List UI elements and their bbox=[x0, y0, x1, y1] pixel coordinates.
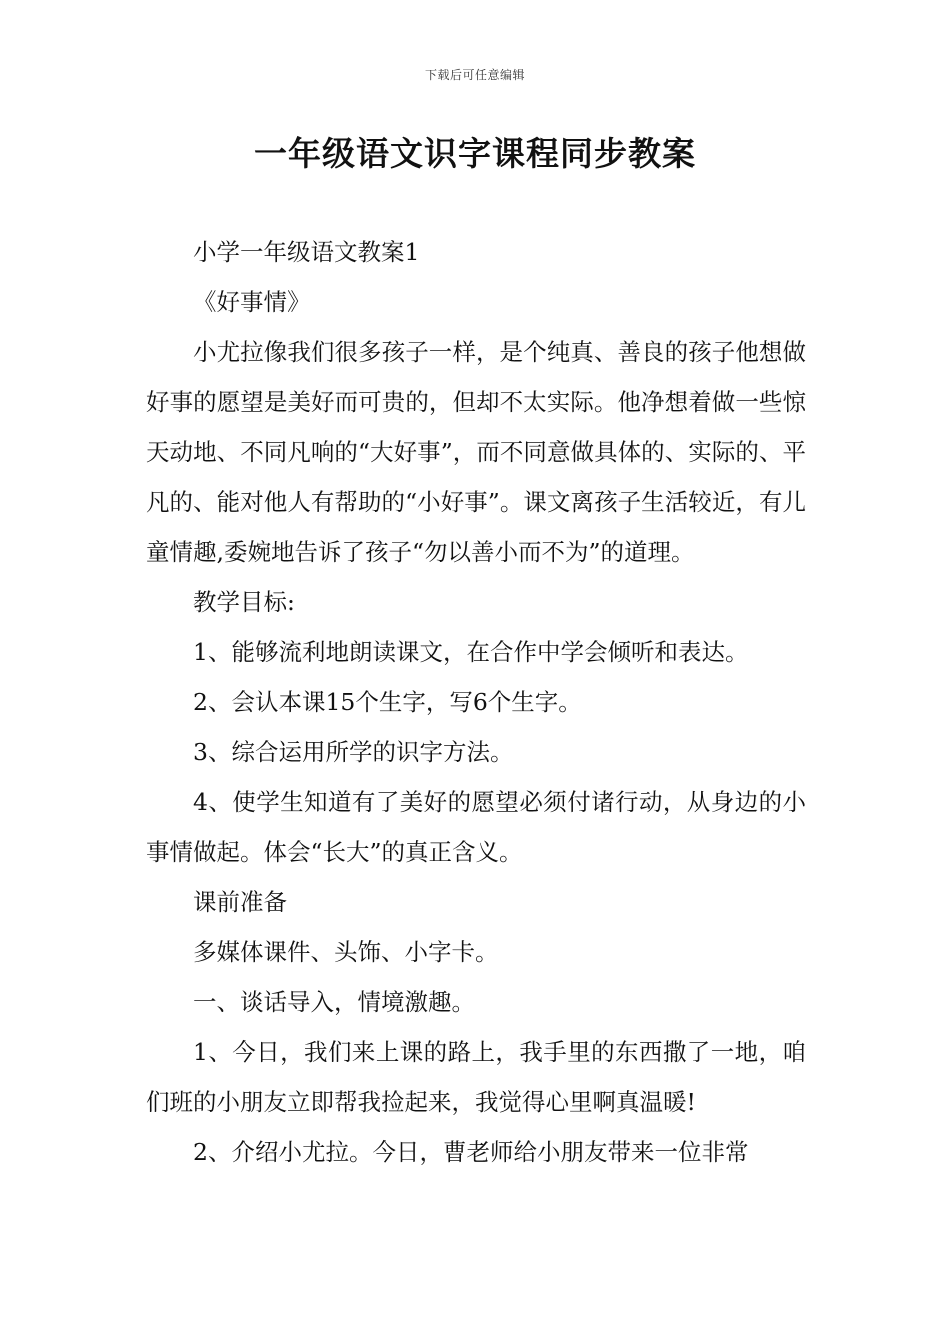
paragraph-lesson-title: 《好事情》 bbox=[193, 288, 311, 316]
paragraph-step-1: 1、今日，我们来上课的路上，我手里的东西撒了一地，咱们班的小朋友立即帮我捡起来，我觉得心里啊真温暖! bbox=[146, 1038, 806, 1116]
paragraph-goal-1: 1、能够流利地朗读课文，在合作中学会倾听和表达。 bbox=[193, 638, 749, 666]
paragraph-prep-heading: 课前准备 bbox=[193, 888, 287, 916]
paragraph-lesson-heading: 小学一年级语文教案1 bbox=[193, 238, 420, 266]
header-note: 下载后可任意编辑 bbox=[424, 68, 525, 82]
paragraph-goal-2: 2、会认本课15个生字，写6个生字。 bbox=[193, 688, 582, 716]
document-body bbox=[146, 227, 806, 1177]
paragraph-step-2: 2、介绍小尤拉。今日，曹老师给小朋友带来一位非常 bbox=[193, 1138, 749, 1166]
paragraph-goal-4: 4、使学生知道有了美好的愿望必须付诸行动，从身边的小事情做起。体会“长大”的真正含义。 bbox=[146, 788, 806, 866]
paragraph-section-1-heading: 一、谈话导入，情境激趣。 bbox=[193, 988, 475, 1016]
paragraph-intro: 小尤拉像我们很多孩子一样，是个纯真、善良的孩子他想做好事的愿望是美好而可贵的，但却不太实际。他净想着做一些惊天动地、不同凡响的“大好事”，而不同意做具体的、实际的、平凡的、能对他人有帮助的“小好事”。课文离孩子生活较近，有儿童情趣,委婉地告诉了孩子“勿以善小而不为”的道理。 bbox=[146, 338, 806, 566]
paragraph-goals-heading: 教学目标: bbox=[193, 588, 295, 616]
document-title: 一年级语文识字课程同步教案 bbox=[254, 134, 696, 173]
paragraph-goal-3: 3、综合运用所学的识字方法。 bbox=[193, 738, 514, 766]
paragraph-prep-materials: 多媒体课件、头饰、小字卡。 bbox=[193, 938, 499, 966]
